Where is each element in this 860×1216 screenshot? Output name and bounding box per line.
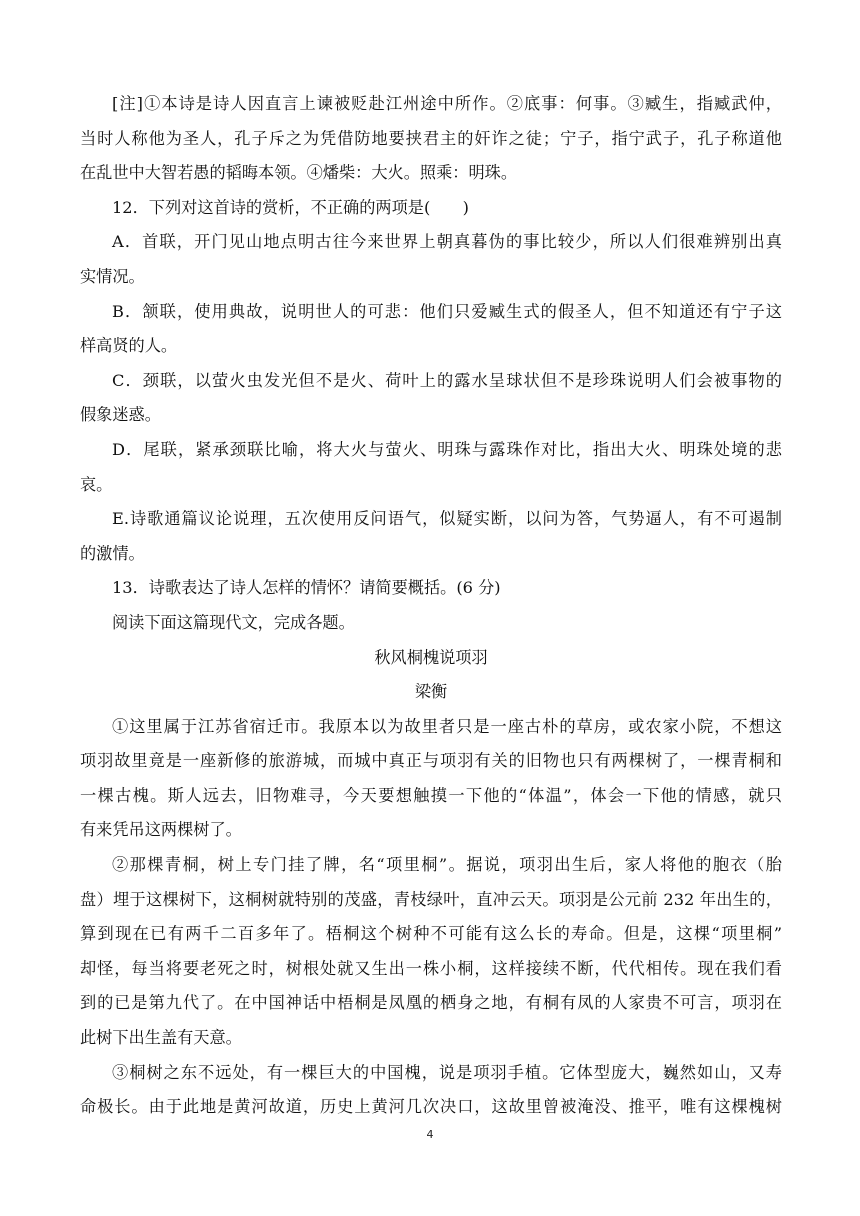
text-line: 12．下列对这首诗的赏析，不正确的两项是( ) [112,197,469,217]
text-line: C．颈联，以萤火虫发光但不是火、荷叶上的露水呈球状但不是珍珠说明人们会被事物的 [112,370,782,390]
text-line: 此树下出生盖有天意。 [80,1028,242,1048]
text-line: 一棵古槐。斯人远去，旧物难寻，今天要想触摸一下他的“体温”，体会一下他的情感，就只 [80,785,782,805]
text-line: 的激情。 [80,543,145,563]
text-line: D．尾联，紧承颈联比喻，将大火与萤火、明珠与露珠作对比，指出大火、明珠处境的悲 [112,439,782,459]
text-line: 命极长。由于此地是黄河故道，历史上黄河几次决口，这故里曾被淹没、推平，唯有这棵槐树 [80,1097,782,1117]
text-line: 在乱世中大智若愚的韬晦本领。④燔柴：大火。照乘：明珠。 [80,163,518,183]
text-line: 梁衡 [414,682,448,702]
text-line: 盘）埋于这棵树下，这桐树就特别的茂盛，青枝绿叶，直冲云天。项羽是公元前 232 年出生的， [80,889,782,909]
text-line: 哀。 [80,474,113,494]
text-line: B．颔联，使用典故，说明世人的可悲：他们只爱臧生式的假圣人，但不知道还有宁子这 [112,301,782,321]
text-line: ③桐树之东不远处，有一棵巨大的中国槐，说是项羽手植。它体型庞大，巍然如山，又寿 [112,1062,782,1082]
text-line: 样高贤的人。 [80,336,178,356]
text-line: E.诗歌通篇议论说理，五次使用反问语气，似疑实断，以问为答，气势逼人，有不可遏制 [112,509,782,529]
text-line: 秋风桐槐说项羽 [374,647,488,667]
text-line: 阅读下面这篇现代文，完成各题。 [112,612,355,632]
text-line: 项羽故里竟是一座新修的旅游城，而城中真正与项羽有关的旧物也只有两棵树了，一棵青桐和 [80,751,782,771]
text-line: [注]①本诗是诗人因直言上谏被贬赴江州途中所作。②底事：何事。③臧生，指臧武仲， [112,94,782,113]
text-line: 有来凭吊这两棵树了。 [80,820,242,840]
text-line: 当时人称他为圣人，孔子斥之为凭借防地要挟君主的奸诈之徒；宁子，指宁武子，孔子称道他 [80,128,782,148]
page-number: 4 [426,1128,434,1141]
text-line: 算到现在已有两千二百多年了。梧桐这个树种不可能有这么长的寿命。但是，这棵“项里桐” [80,924,782,944]
text-line: A．首联，开门见山地点明古往今来世界上朝真暮伪的事比较少，所以人们很难辨别出真 [112,232,782,252]
text-line: 实情况。 [80,266,145,286]
document-body [80,87,782,1125]
text-line: ②那棵青桐，树上专门挂了牌，名“项里桐”。据说，项羽出生后，家人将他的胞衣（胎 [112,855,782,875]
text-line: 却怪，每当将要老死之时，树根处就又生出一株小桐，这样接续不断，代代相传。现在我们看 [80,958,782,978]
text-line: ①这里属于江苏省宿迁市。我原本以为故里者只是一座古朴的草房，或农家小院，不想这 [112,716,782,736]
text-line: 假象迷惑。 [80,405,161,425]
text-line: 到的已是第九代了。在中国神话中梧桐是凤凰的栖身之地，有桐有凤的人家贵不可言，项羽在 [80,993,782,1013]
text-line: 13．诗歌表达了诗人怎样的情怀？请简要概括。(6 分) [112,578,501,598]
